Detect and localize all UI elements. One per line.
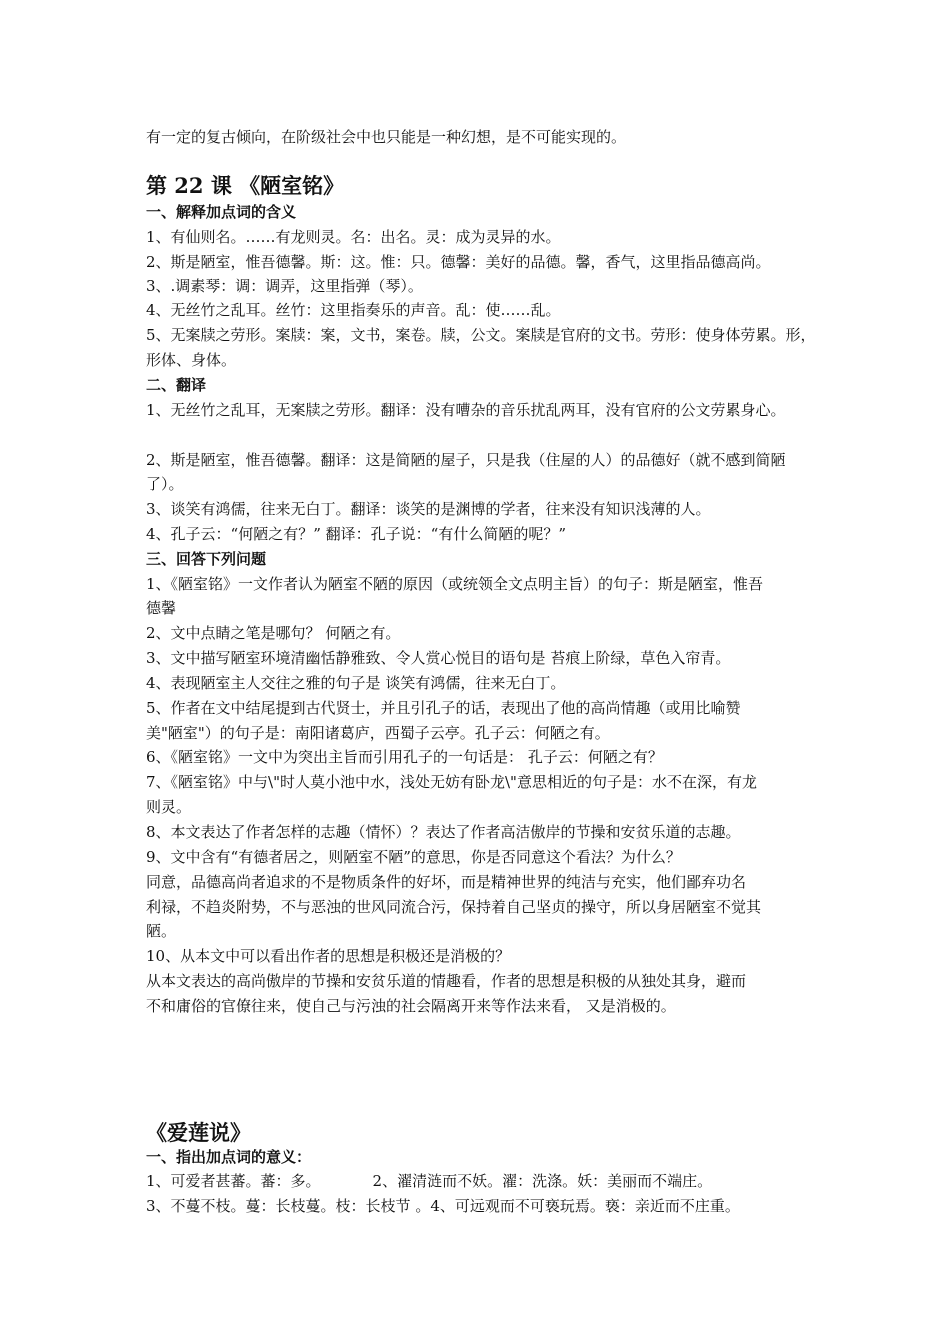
ailian-title: 《爱莲说》 <box>146 1120 251 1145</box>
sec2-line: 2、斯是陋室，惟吾德馨。翻译：这是简陋的屋子，只是我（住屋的人）的品德好（就不感到简陋 <box>146 451 786 469</box>
sec1-line: 5、无案牍之劳形。案牍：案，文书，案卷。牍，公文。案牍是官府的文书。劳形：使身体劳累。形， <box>146 326 816 344</box>
sec2-line: 了）。 <box>146 475 184 493</box>
sec3-line: 7、《陋室铭》中与\"时人莫小池中水，浅处无妨有卧龙\"意思相近的句子是：水不在深，有龙 <box>146 773 757 791</box>
lesson22-title: 第 22 课 《陋室铭》 <box>146 173 345 198</box>
sec1-line: 4、无丝竹之乱耳。丝竹：这里指奏乐的声音。乱：使……乱。 <box>146 301 561 319</box>
ailian-item-2: 2、濯清涟而不妖。濯：洗涤。妖：美丽而不端庄。 <box>372 1172 713 1190</box>
ailian-row1 <box>146 1170 712 1192</box>
sec3-line: 则灵。 <box>146 798 192 816</box>
sec3-line: 利禄，不趋炎附势，不与恶浊的世风同流合污，保持着自己坚贞的操守，所以身居陋室不觉其 <box>146 898 762 916</box>
sec3-line: 5、作者在文中结尾提到古代贤士，并且引孔子的话，表现出了他的高尚情趣（或用比喻赞 <box>146 699 741 717</box>
sec1-line: 3、.调素琴：调：调弄，这里指弹（琴）。 <box>146 277 423 295</box>
sec3-line: 6、《陋室铭》一文中为突出主旨而引用孔子的一句话是： 孔子云：何陋之有？ <box>146 748 663 766</box>
sec3-line: 2、文中点睛之笔是哪句？ 何陋之有。 <box>146 624 401 642</box>
sec3-line: 德馨 <box>146 599 177 617</box>
sec3-line: 3、文中描写陋室环境清幽恬静雅致、令人赏心悦目的语句是 苔痕上阶绿，草色入帘青。 <box>146 649 731 667</box>
sec3-line: 不和庸俗的官僚往来，使自己与污浊的社会隔离开来等作法来看， 又是消极的。 <box>146 997 676 1015</box>
intro-tail-line: 有一定的复古倾向，在阶级社会中也只能是一种幻想，是不可能实现的。 <box>146 128 627 146</box>
sec3-line: 从本文表达的高尚傲岸的节操和安贫乐道的情趣看，作者的思想是积极的从独处其身，避而 <box>146 972 747 990</box>
lesson22-sec2-heading: 二、翻译 <box>146 376 207 394</box>
sec3-line: 4、表现陋室主人交往之雅的句子是 谈笑有鸿儒，往来无白丁。 <box>146 674 566 692</box>
sec3-line: 1、《陋室铭》一文作者认为陋室不陋的原因（或统领全文点明主旨）的句子：斯是陋室，惟吾 <box>146 575 764 593</box>
ailian-heading: 一、指出加点词的意义： <box>146 1148 312 1166</box>
sec2-line: 4、孔子云：“何陋之有？” 翻译：孔子说：“有什么简陋的呢？” <box>146 525 566 543</box>
sec2-line: 1、无丝竹之乱耳，无案牍之劳形。翻译：没有嘈杂的音乐扰乱两耳，没有官府的公文劳累身心。 <box>146 401 786 419</box>
sec3-line: 同意，品德高尚者追求的不是物质条件的好坏，而是精神世界的纯洁与充实，他们鄙弃功名 <box>146 873 747 891</box>
sec3-line: 9、文中含有“有德者居之，则陋室不陋”的意思，你是否同意这个看法？为什么？ <box>146 848 681 866</box>
lesson22-sec1-heading: 一、解释加点词的含义 <box>146 203 297 221</box>
ailian-item-1: 1、可爱者甚蕃。蕃：多。 <box>146 1172 321 1190</box>
sec2-line: 3、谈笑有鸿儒，往来无白丁。翻译：谈笑的是渊博的学者，往来没有知识浅薄的人。 <box>146 500 711 518</box>
sec3-line: 10、从本文中可以看出作者的思想是积极还是消极的？ <box>146 947 511 965</box>
sec3-line: 陋。 <box>146 922 177 940</box>
sec3-line: 美"陋室"）的句子是：南阳诸葛庐，西蜀子云亭。孔子云：何陋之有。 <box>146 724 610 742</box>
lesson22-sec3-heading: 三、回答下列问题 <box>146 550 267 568</box>
sec1-line: 1、有仙则名。……有龙则灵。名：出名。灵：成为灵异的水。 <box>146 228 561 246</box>
ailian-row2: 3、不蔓不枝。蔓：长枝蔓。枝：长枝节 。4、可远观而不可亵玩焉。亵：亲近而不庄重。 <box>146 1197 740 1215</box>
sec1-line: 形体、身体。 <box>146 351 237 369</box>
sec1-line: 2、斯是陋室，惟吾德馨。斯：这。惟：只。德馨：美好的品德。馨，香气，这里指品德高尚。 <box>146 253 771 271</box>
sec3-line: 8、本文表达了作者怎样的志趣（情怀）？表达了作者高洁傲岸的节操和安贫乐道的志趣。 <box>146 823 741 841</box>
